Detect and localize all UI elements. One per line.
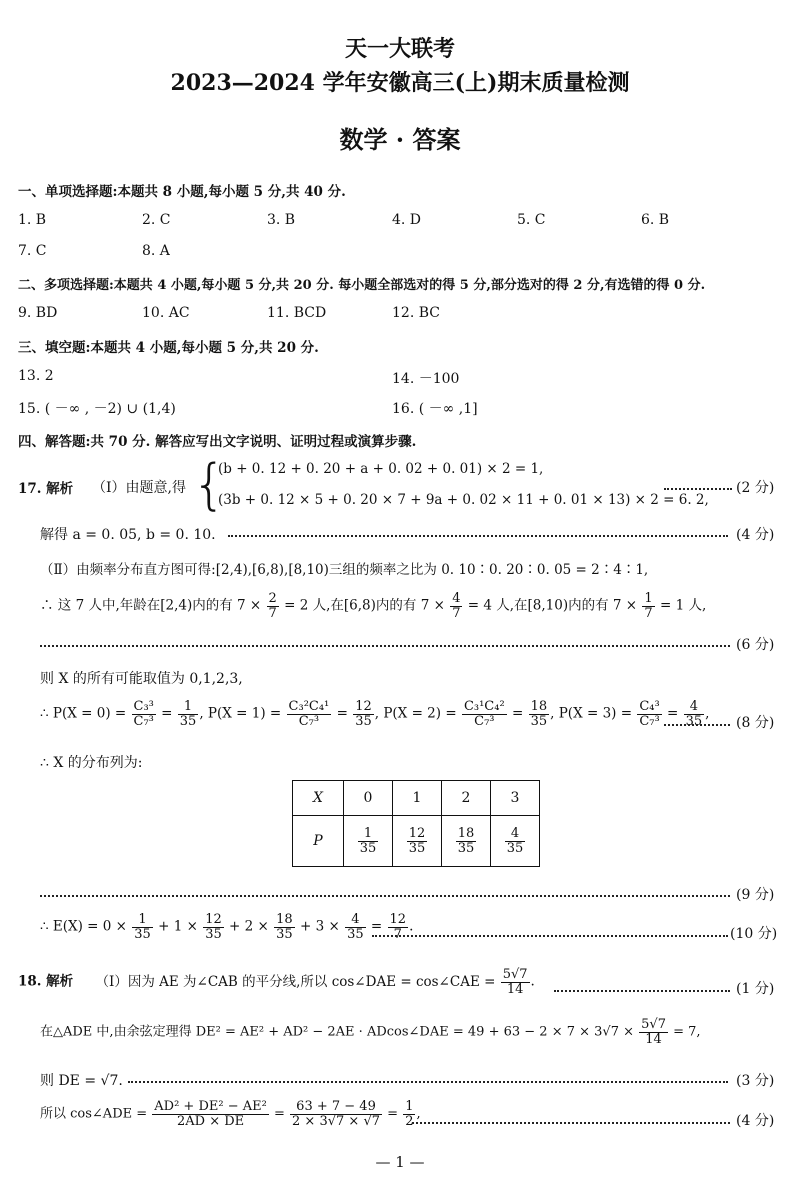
text-segment: ∴ 这 7 人中,年龄在[2,4)内的有 7 × (40, 597, 262, 614)
equals-sign: = (511, 705, 524, 722)
numerator: 18 (276, 912, 293, 927)
table-cell (491, 816, 540, 867)
denominator: 35 (506, 840, 524, 856)
denominator: 35 (355, 713, 372, 729)
text-segment: + 2 × (229, 918, 269, 935)
denominator: C₇³ (133, 713, 154, 729)
numerator: 18 (457, 825, 475, 841)
text-segment: , P(X = 1) = (199, 705, 282, 722)
q17-part1-intro: （Ⅰ）由题意,得 (92, 480, 186, 496)
text-segment: ∴ E(X) = 0 × (40, 918, 127, 935)
dotted-leader (554, 990, 730, 992)
fraction (267, 592, 279, 620)
denominator: 35 (134, 926, 151, 942)
answer-item: 11. BCD (267, 305, 327, 321)
score-mark: (10 分) (730, 926, 778, 942)
denominator: 2 × 3√7 × √7 (292, 1113, 380, 1129)
denominator: 35 (685, 713, 703, 729)
fraction (505, 827, 526, 855)
q18-line4 (40, 1100, 421, 1128)
score-mark: (1 分) (736, 981, 775, 997)
answer-item: 2. C (142, 212, 171, 228)
fraction (501, 968, 530, 996)
score-mark: (9 分) (736, 887, 775, 903)
fraction (358, 827, 379, 855)
numerator: 4 (345, 913, 366, 928)
text-segment: （Ⅰ）因为 AE 为∠CAB 的平分线,所以 cos∠DAE = cos∠CAE = (95, 973, 496, 990)
comma: , (416, 1106, 421, 1122)
table-header-p: P (293, 816, 344, 867)
table-cell: 0 (344, 781, 393, 816)
table-cell (393, 816, 442, 867)
fraction (639, 1018, 668, 1046)
q17-probabilities-line (40, 700, 709, 728)
numerator: 1 (644, 591, 653, 606)
q18-line3: 则 DE = √7. (40, 1073, 123, 1089)
denominator: 7 (644, 605, 653, 621)
numerator: 12 (355, 699, 372, 714)
numerator: 2 (268, 591, 277, 606)
fraction (407, 827, 428, 855)
numerator: 1 (405, 1099, 414, 1114)
answer-item: 5. C (517, 212, 546, 228)
answer-item: 6. B (641, 212, 670, 228)
numerator: 18 (530, 699, 548, 714)
denominator: 2AD × DE (176, 1113, 245, 1129)
answer-item: 15. ( －∞ , －2) ∪ (1,4) (18, 401, 176, 417)
page-number: — 1 — (375, 1153, 425, 1171)
denominator: 14 (645, 1031, 662, 1047)
numerator: 1 (178, 700, 199, 715)
dotted-leader (40, 645, 730, 647)
equals-sign: = (387, 1106, 399, 1122)
numerator: C₄³ (639, 699, 660, 714)
numerator: 4 (505, 827, 526, 842)
answer-item: 12. BC (392, 305, 440, 321)
table-row (293, 781, 540, 816)
text-segment: , P(X = 3) = (550, 705, 633, 722)
system-brace: { (192, 453, 227, 516)
denominator: 35 (408, 840, 426, 856)
numerator: 12 (205, 912, 222, 927)
answer-item: 14. －100 (392, 371, 460, 387)
score-mark: (8 分) (736, 715, 775, 731)
answer-item: 10. AC (142, 305, 190, 321)
fraction (290, 1100, 382, 1128)
text-segment: = 7, (673, 1024, 701, 1040)
numerator: 4 (452, 591, 461, 606)
denominator: C₇³ (639, 713, 660, 729)
q17-equation-2: (3b + 0. 12 × 5 + 0. 20 × 7 + 9a + 0. 02 × 11 + 0. 01 × 13) × 2 = 6. 2, (218, 492, 709, 508)
numerator: 12 (389, 912, 407, 927)
numerator: 63 + 7 − 49 (290, 1100, 382, 1115)
answer-item: 8. A (142, 243, 170, 259)
q18-line1 (18, 968, 535, 996)
equals-sign: = (667, 705, 679, 722)
fraction (529, 700, 550, 728)
denominator: 7 (452, 605, 461, 621)
table-cell (442, 816, 491, 867)
fraction (462, 700, 507, 728)
table-row (293, 816, 540, 867)
q17-values-line: 则 X 的所有可能取值为 0,1,2,3, (40, 671, 243, 687)
fraction (203, 913, 224, 941)
title-exam-name: 2023—2024 学年安徽高三(上)期末质量检测 (170, 70, 630, 96)
text-segment: = 1 人, (660, 597, 707, 614)
text-segment: = 4 人,在[8,10)内的有 7 × (467, 597, 638, 614)
text-segment: , P(X = 2) = (374, 705, 457, 722)
dotted-leader (412, 1122, 730, 1124)
fraction (287, 700, 332, 728)
table-cell: 3 (491, 781, 540, 816)
score-mark: (4 分) (736, 527, 775, 543)
period: . (530, 973, 535, 990)
denominator: 35 (276, 926, 293, 942)
denominator: 7 (393, 926, 402, 942)
numerator: C₃¹C₄² (463, 699, 505, 714)
q18-label: 18. 解析 (18, 973, 74, 990)
fraction (132, 700, 156, 728)
title-exam-union: 天一大联考 (344, 36, 455, 62)
q18-line2 (40, 1018, 701, 1046)
equals-sign: = (161, 705, 173, 722)
denominator: 35 (457, 840, 475, 856)
section1-heading: 一、单项选择题:本题共 8 小题,每小题 5 分,共 40 分. (18, 184, 346, 200)
denominator: 7 (268, 605, 277, 621)
answer-item: 16. ( －∞ ,1] (392, 401, 478, 417)
denominator: 14 (506, 981, 524, 997)
numerator: C₃³ (133, 699, 154, 714)
q17-dist-intro: ∴ X 的分布列为: (40, 755, 143, 771)
table-cell: 2 (442, 781, 491, 816)
fraction (152, 1100, 269, 1128)
section3-heading: 三、填空题:本题共 4 小题,每小题 5 分,共 20 分. (18, 340, 319, 356)
answer-item: 13. 2 (18, 368, 54, 384)
denominator: 35 (179, 713, 197, 729)
fraction (403, 1100, 415, 1128)
fraction (642, 592, 654, 620)
denominator: 35 (347, 926, 364, 942)
fraction (353, 700, 374, 728)
period: . (409, 918, 414, 935)
fraction (274, 913, 295, 941)
numerator: C₃²C₄¹ (288, 699, 330, 714)
fraction (345, 913, 366, 941)
table-cell (344, 816, 393, 867)
q17-part2: （Ⅱ）由频率分布直方图可得:[2,4),[6,8),[8,10)三组的频率之比为 0. 10∶0. 20∶0. 05 = 2∶4∶1, (40, 562, 649, 578)
answer-item: 7. C (18, 243, 47, 259)
q17-equation-1: (b + 0. 12 + 0. 20 + a + 0. 02 + 0. 01) × 2 = 1, (218, 461, 544, 477)
answer-item: 9. BD (18, 305, 58, 321)
fraction (450, 592, 462, 620)
numerator: 5√7 (502, 967, 528, 982)
denominator: C₇³ (474, 713, 495, 729)
denominator: C₇³ (298, 713, 320, 729)
score-mark: (4 分) (736, 1113, 775, 1129)
score-mark: (6 分) (736, 637, 775, 653)
section4-heading: 四、解答题:共 70 分. 解答应写出文字说明、证明过程或演算步骤. (18, 434, 417, 450)
fraction (178, 700, 199, 728)
score-mark: (3 分) (736, 1073, 775, 1089)
score-mark: (2 分) (736, 480, 775, 496)
dotted-leader (664, 724, 730, 726)
text-segment: + 3 × (299, 918, 340, 935)
text-segment: ∴ P(X = 0) = (40, 705, 127, 722)
denominator: 35 (205, 926, 222, 942)
dotted-leader (372, 935, 728, 937)
denominator: 35 (359, 840, 377, 856)
numerator: 5√7 (641, 1017, 666, 1032)
numerator: 1 (358, 827, 379, 842)
text-segment: 在△ADE 中,由余弦定理得 DE² = AE² + AD² − 2AE · ADcos∠DAE = 49 + 63 − 2 × 7 × 3√7 × (40, 1024, 634, 1040)
equals-sign: = (336, 705, 348, 722)
denominator: 2 (405, 1113, 414, 1129)
q17-expectation-line (40, 913, 413, 941)
dotted-leader (128, 1081, 728, 1083)
table-cell: 1 (393, 781, 442, 816)
q17-label: 17. 解析 (18, 481, 74, 497)
dotted-leader (40, 895, 730, 897)
q17-seven-people-line (40, 592, 706, 620)
fraction (132, 913, 153, 941)
equals-sign: = (273, 1106, 285, 1122)
text-segment: = 2 人,在[6,8)内的有 7 × (284, 597, 445, 614)
dotted-leader (228, 535, 728, 537)
comma: , (705, 705, 710, 722)
text-segment: + 1 × (158, 918, 198, 935)
numerator: 12 (408, 825, 426, 841)
answer-item: 1. B (18, 212, 47, 228)
numerator: AD² + DE² − AE² (154, 1099, 267, 1114)
equals-sign: = (370, 918, 383, 935)
fraction (456, 827, 477, 855)
fraction (637, 700, 661, 728)
q17-solve: 解得 a = 0. 05, b = 0. 10. (40, 527, 216, 543)
distribution-table (292, 780, 540, 867)
section2-heading: 二、多项选择题:本题共 4 小题,每小题 5 分,共 20 分. 每小题全部选对的得 5 分,部分选对的得 2 分,有选错的得 0 分. (18, 278, 706, 293)
answer-item: 4. D (392, 212, 422, 228)
numerator: 1 (132, 913, 153, 928)
text-segment: 所以 cos∠ADE = (40, 1106, 148, 1122)
denominator: 35 (530, 713, 548, 729)
dotted-leader (664, 488, 732, 490)
table-header-x: X (293, 781, 344, 816)
numerator: 4 (684, 700, 705, 715)
title-subject: 数学 · 答案 (339, 125, 461, 154)
fraction (388, 913, 409, 941)
answer-item: 3. B (267, 212, 296, 228)
